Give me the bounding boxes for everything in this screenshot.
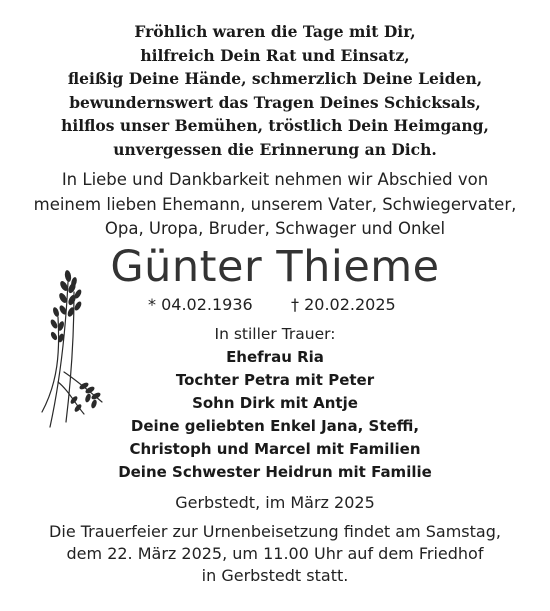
intro-line: In Liebe und Dankbarkeit nehmen wir Abschied von xyxy=(61,170,489,189)
service-line: Die Trauerfeier zur Urnenbeisetzung findet am Samstag, xyxy=(49,522,501,541)
mourner-line: Tochter Petra mit Peter xyxy=(175,371,375,389)
poem xyxy=(0,20,550,162)
poem-line: hilflos unser Bemühen, tröstlich Dein Heimgang, xyxy=(61,116,489,136)
deceased-name: Günter Thieme xyxy=(110,242,440,292)
mourners-heading: In stiller Trauer: xyxy=(214,325,336,343)
death-date: † 20.02.2025 xyxy=(291,295,396,314)
service-line: dem 22. März 2025, um 11.00 Uhr auf dem Friedhof xyxy=(66,544,484,563)
service-line: in Gerbstedt statt. xyxy=(201,566,349,585)
mourner-line: Ehefrau Ria xyxy=(226,348,324,366)
poem-line: unvergessen die Erinnerung an Dich. xyxy=(113,139,437,159)
poem-line: bewundernswert das Tragen Deines Schicksals, xyxy=(69,92,481,112)
mourners-list xyxy=(0,323,550,484)
mourner-line: Deine Schwester Heidrun mit Familie xyxy=(118,463,432,481)
life-dates xyxy=(0,294,550,316)
farewell-intro xyxy=(0,168,550,242)
intro-line: Opa, Uropa, Bruder, Schwager und Onkel xyxy=(104,219,446,238)
intro-line: meinem lieben Ehemann, unserem Vater, Schwiegervater, xyxy=(33,194,517,214)
mourner-line: Deine geliebten Enkel Jana, Steffi, xyxy=(130,417,420,435)
mourner-line: Sohn Dirk mit Antje xyxy=(192,394,358,412)
poem-line: fleißig Deine Hände, schmerzlich Deine Leiden, xyxy=(67,69,483,89)
birth-date: * 04.02.1936 xyxy=(148,295,253,314)
place-and-date: Gerbstedt, im März 2025 xyxy=(175,493,375,512)
poem-line: Fröhlich waren die Tage mit Dir, xyxy=(134,22,416,41)
poem-line: hilfreich Dein Rat und Einsatz, xyxy=(140,45,410,65)
mourner-line: Christoph und Marcel mit Familien xyxy=(129,440,421,458)
funeral-service-info xyxy=(0,521,550,587)
